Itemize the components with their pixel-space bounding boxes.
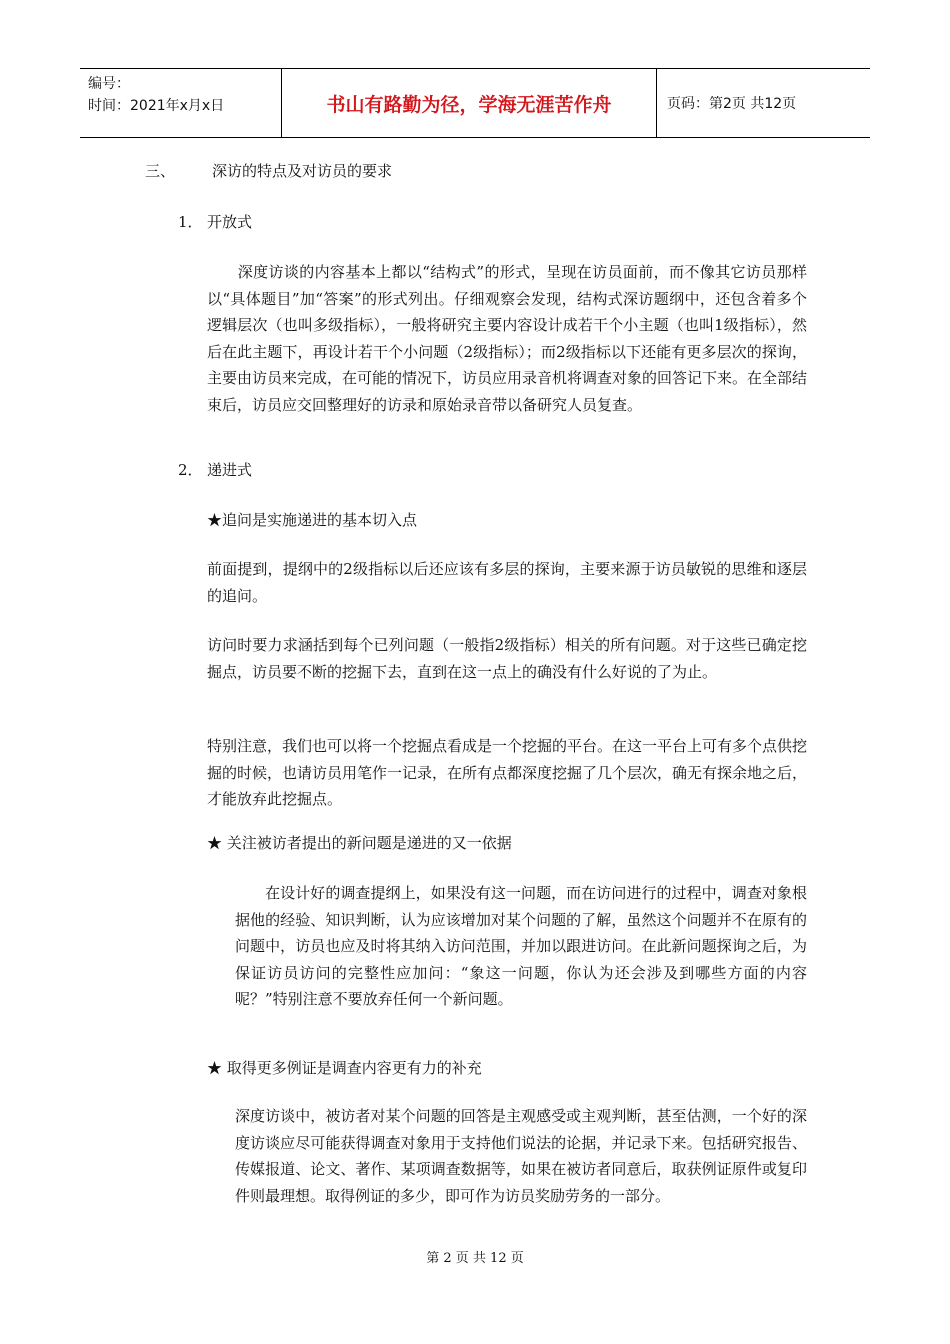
motto-cell xyxy=(282,69,657,137)
subsection-1-title: 开放式 xyxy=(207,213,253,231)
paragraph-follow-up-1: 前面提到，提纲中的2级指标以后还应该有多层的探询，主要来源于访员敏锐的思维和逐层的追问。 xyxy=(207,560,807,605)
bullet-evidence: ★ 取得更多例证是调查内容更有力的补充 xyxy=(207,1059,482,1077)
paragraph-open-format: 深度访谈的内容基本上都以“结构式”的形式，呈现在访员面前，而不像其它访员那样以“具体题目”加“答案”的形式列出。仔细观察会发现，结构式深访题纲中，还包含着多个逻辑层次（也叫多级指标），一般将研究主要内容设计成若干个小主题（也叫1级指标），然后在此主题下，再设计若干个小问题（2级指标）；而2级指标以下还能有更多层次的探询，主要由访员来完成，在可能的情况下，访员应用录音机将调查对象的回答记下来。在全部结束后，访员应交回整理好的访录和原始录音带以备研究人员复查。 xyxy=(207,263,808,414)
date-label: 时间：2021年x月x日 xyxy=(88,98,225,114)
paragraph-follow-up-2: 访问时要力求涵括到每个已列问题（一般指2级指标）相关的所有问题。对于这些已确定挖掘点，访员要不断的挖掘下去，直到在这一点上的确没有什么好说的了为止。 xyxy=(207,636,807,681)
paragraph-new-questions: 在设计好的调查提纲上，如果没有这一问题，而在访问进行的过程中，调查对象根据他的经验、知识判断，认为应该增加对某个问题的了解，虽然这个问题并不在原有的问题中，访员也应及时将其纳入访问范围，并加以跟进访问。在此新问题探询之后，为保证访员访问的完整性应加问：“象这一问题，你认为还会涉及到哪些方面的内容呢？”特别注意不要放弃任何一个新问题。 xyxy=(235,884,807,1008)
section-number: 三、 xyxy=(145,162,176,180)
subsection-1-number: 1． xyxy=(178,213,203,231)
paragraph-follow-up-3: 特别注意，我们也可以将一个挖掘点看成是一个挖掘的平台。在这一平台上可有多个点供挖掘的时候，也请访员用笔作一记录，在所有点都深度挖掘了几个层次，确无有探余地之后，才能放弃此挖掘点。 xyxy=(207,737,808,808)
subsection-2-title: 递进式 xyxy=(207,461,253,479)
page-footer: 第 2 页 共 12 页 xyxy=(426,1251,524,1266)
number-label: 编号： xyxy=(88,76,130,92)
page-label: 页码：第2页 共12页 xyxy=(667,96,797,112)
motto-text: 书山有路勤为径，学海无涯苦作舟 xyxy=(326,93,612,116)
bullet-new-questions: ★ 关注被访者提出的新问题是递进的又一依据 xyxy=(207,834,512,852)
subsection-2-number: 2． xyxy=(178,461,203,479)
section-title: 深访的特点及对访员的要求 xyxy=(212,162,393,180)
bullet-follow-up: ★追问是实施递进的基本切入点 xyxy=(207,511,418,529)
header-info-cell xyxy=(80,69,282,137)
page-info-cell xyxy=(657,69,870,137)
paragraph-evidence: 深度访谈中，被访者对某个问题的回答是主观感受或主观判断，甚至估测，一个好的深度访谈应尽可能获得调查对象用于支持他们说法的论据，并记录下来。包括研究报告、传媒报道、论文、著作、某项调查数据等，如果在被访者同意后，取获例证原件或复印件则最理想。取得例证的多少，即可作为访员奖励劳务的一部分。 xyxy=(235,1107,807,1205)
page-header xyxy=(80,68,870,138)
